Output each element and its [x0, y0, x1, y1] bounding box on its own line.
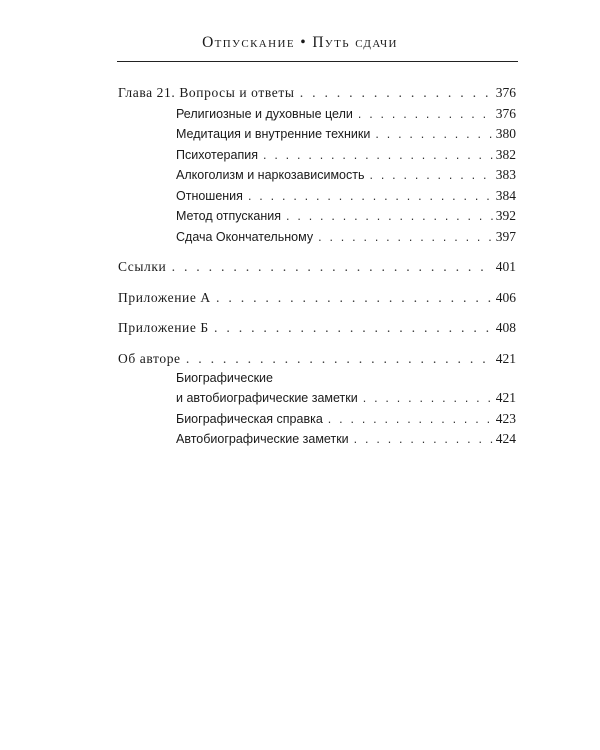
toc-entry-appendix-a[interactable]: [118, 290, 516, 311]
toc-subentry-page: 384: [495, 187, 516, 203]
toc-subentry[interactable]: [118, 106, 516, 127]
toc-subentry-page: 397: [495, 228, 516, 244]
toc-subentry[interactable]: [118, 147, 516, 168]
toc-subentry-label: Сдача Окончательному: [176, 229, 314, 244]
toc-entry-references[interactable]: [118, 259, 516, 280]
toc-subentry-page: 376: [495, 105, 516, 121]
toc-subentry[interactable]: [118, 167, 516, 188]
dot-leader: [286, 209, 493, 223]
dot-leader: [186, 351, 493, 366]
toc-entry-page: 421: [495, 350, 516, 366]
toc-subentry[interactable]: [118, 229, 516, 250]
dot-leader: [354, 432, 493, 446]
toc-entry-chapter-21[interactable]: [118, 85, 516, 106]
toc-subentry-page: 424: [495, 431, 516, 446]
dot-leader: [300, 85, 493, 100]
dot-leader: [318, 230, 493, 244]
toc-subentry[interactable]: [118, 411, 516, 432]
dot-leader: [328, 412, 493, 426]
toc-entry-appendix-b[interactable]: [118, 320, 516, 341]
toc-subentry-label: Метод отпускания: [176, 209, 281, 223]
table-of-contents: [118, 85, 516, 452]
dot-leader: [171, 259, 492, 274]
toc-entry-label: Приложение А: [118, 289, 211, 305]
toc-entry-about-author[interactable]: [118, 351, 516, 372]
toc-subentry-label: Алкоголизм и наркозависимость: [176, 168, 365, 182]
toc-entry-page: 401: [495, 259, 516, 274]
toc-entry-label: Глава 21. Вопросы и ответы: [118, 85, 295, 100]
toc-subentry-page: 383: [495, 167, 516, 182]
toc-subentry-bio-line1[interactable]: [118, 371, 516, 390]
spacer: [118, 280, 516, 290]
toc-subentry-page: 392: [495, 208, 516, 223]
toc-subentry-page: 380: [495, 126, 516, 141]
toc-subentry-label: Автобиографические заметки: [176, 432, 349, 446]
spacer: [118, 341, 516, 351]
toc-subentry[interactable]: [118, 390, 516, 411]
toc-subentry-label: Отношения: [176, 188, 243, 203]
dot-leader: [369, 168, 492, 182]
toc-subentry[interactable]: [118, 208, 516, 229]
toc-entry-page: 406: [495, 289, 516, 305]
toc-entry-label: Об авторе: [118, 350, 181, 366]
dot-leader: [263, 148, 493, 162]
dot-leader: [216, 290, 493, 305]
header-rule: [117, 61, 518, 62]
toc-subentry-page: 421: [495, 390, 516, 405]
spacer: [118, 310, 516, 320]
dot-leader: [214, 320, 493, 335]
toc-subentry[interactable]: [118, 188, 516, 209]
dot-leader: [358, 107, 493, 121]
toc-entry-label: Ссылки: [118, 259, 167, 274]
toc-subentry-label: Религиозные и духовные цели: [176, 106, 353, 121]
toc-subentry[interactable]: [118, 126, 516, 147]
dot-leader: [363, 391, 493, 405]
toc-subentry-page: 382: [495, 146, 516, 162]
toc-subentry-page: 423: [495, 410, 516, 426]
toc-subentry-label: Биографическая справка: [176, 411, 323, 426]
toc-subentry-label: Биографические: [176, 371, 273, 385]
toc-subentry-label: и автобиографические заметки: [176, 391, 358, 405]
running-header: Отпускание • Путь сдачи: [202, 34, 398, 51]
toc-subentry[interactable]: [118, 431, 516, 452]
toc-subentry-label: Психотерапия: [176, 147, 258, 162]
dot-leader: [375, 127, 492, 141]
toc-subentry-label: Медитация и внутренние техники: [176, 127, 371, 141]
toc-entry-label: Приложение Б: [118, 320, 209, 335]
dot-leader: [248, 189, 493, 203]
toc-entry-page: 408: [495, 320, 516, 335]
spacer: [118, 249, 516, 259]
toc-entry-page: 376: [495, 85, 516, 100]
